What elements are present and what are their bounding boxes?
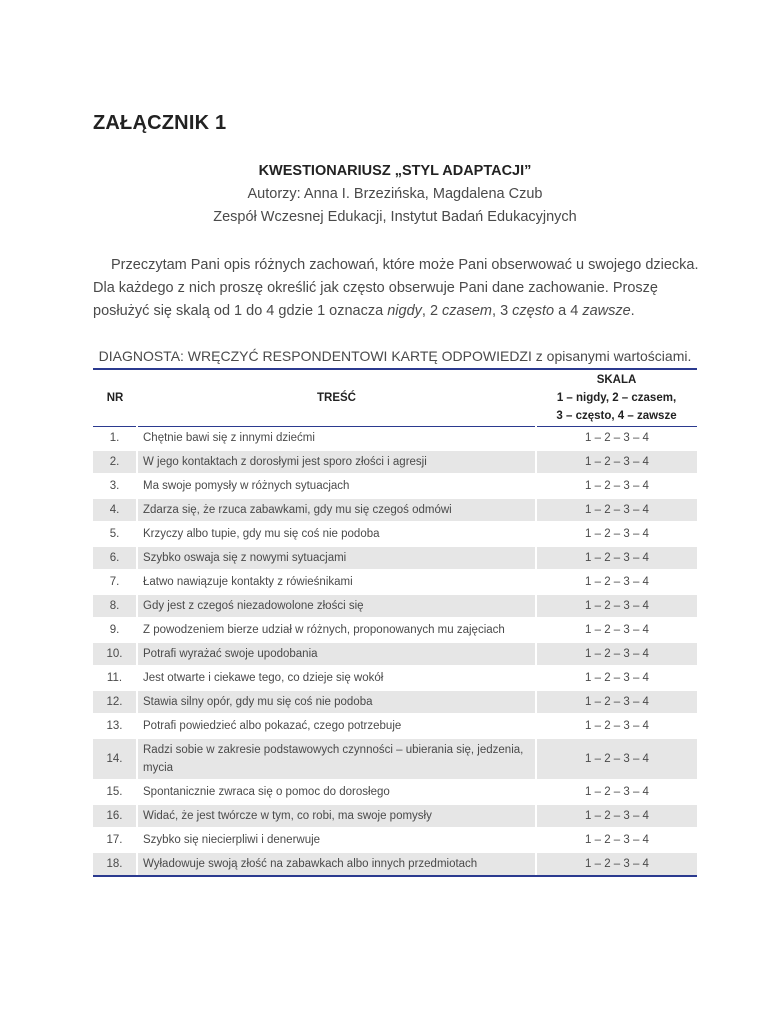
diagnosis-note-rest: z opisanymi wartościami. [531,348,692,364]
row-number: 10. [93,642,137,666]
table-row [93,666,697,690]
row-scale: 1 – 2 – 3 – 4 [536,852,697,876]
row-number: 12. [93,690,137,714]
row-number: 17. [93,828,137,852]
row-item-text: Potrafi powiedzieć albo pokazać, czego potrzebuje [137,714,536,738]
row-item-text: Radzi sobie w zakresie podstawowych czynności – ubierania się, jedzenia, mycia [137,738,536,780]
row-scale: 1 – 2 – 3 – 4 [536,570,697,594]
column-header-content: TREŚĆ [137,369,536,427]
row-item-text: Jest otwarte i ciekawe tego, co dzieje się wokół [137,666,536,690]
row-item-text: Łatwo nawiązuje kontakty z rówieśnikami [137,570,536,594]
table-row [93,522,697,546]
table-row [93,738,697,780]
row-item-text: Widać, że jest twórcze w tym, co robi, ma swoje pomysły [137,804,536,828]
row-number: 7. [93,570,137,594]
instructions-text: . [630,303,635,319]
row-number: 8. [93,594,137,618]
row-scale: 1 – 2 – 3 – 4 [536,450,697,474]
row-scale: 1 – 2 – 3 – 4 [536,522,697,546]
row-scale: 1 – 2 – 3 – 4 [536,642,697,666]
row-number: 9. [93,618,137,642]
row-item-text: Gdy jest z czegoś niezadowolone złości się [137,594,536,618]
row-scale: 1 – 2 – 3 – 4 [536,690,697,714]
scale-word-sometimes: czasem [442,303,493,319]
row-number: 6. [93,546,137,570]
instructions-text: a 4 [554,303,583,319]
row-item-text: Chętnie bawi się z innymi dziećmi [137,427,536,451]
row-number: 3. [93,474,137,498]
table-row [93,427,697,451]
row-number: 15. [93,780,137,804]
table-row [93,594,697,618]
scale-word-often: często [512,303,555,319]
row-number: 13. [93,714,137,738]
row-number: 16. [93,804,137,828]
row-scale: 1 – 2 – 3 – 4 [536,804,697,828]
row-number: 18. [93,852,137,876]
row-scale: 1 – 2 – 3 – 4 [536,546,697,570]
questionnaire-title: KWESTIONARIUSZ „STYL ADAPTACJI” [258,163,532,179]
row-item-text: Szybko się niecierpliwi i denerwuje [137,828,536,852]
table-row [93,804,697,828]
table-row [93,618,697,642]
scale-word-always: zawsze [582,303,631,319]
row-scale: 1 – 2 – 3 – 4 [536,738,697,780]
row-number: 2. [93,450,137,474]
row-scale: 1 – 2 – 3 – 4 [536,780,697,804]
row-scale: 1 – 2 – 3 – 4 [536,828,697,852]
table-row [93,642,697,666]
row-item-text: Spontanicznie zwraca się o pomoc do dorosłego [137,780,536,804]
table-row [93,714,697,738]
scale-header-title: SKALA [596,374,637,386]
row-number: 4. [93,498,137,522]
diagnosis-note [93,346,697,366]
questionnaire-table [93,368,697,877]
row-scale: 1 – 2 – 3 – 4 [536,498,697,522]
row-scale: 1 – 2 – 3 – 4 [536,427,697,451]
row-number: 1. [93,427,137,451]
row-item-text: Zdarza się, że rzuca zabawkami, gdy mu się czegoś odmówi [137,498,536,522]
instructions-text: , 2 [421,303,443,319]
row-scale: 1 – 2 – 3 – 4 [536,474,697,498]
table-row [93,828,697,852]
row-scale: 1 – 2 – 3 – 4 [536,666,697,690]
instructions-paragraph [93,254,699,323]
instructions-text: Przeczytam Pani opis różnych zachowań, które może Pani obserwować u swojego dziecka. Dla każdego z nich proszę określić jak często obserwuje Pani dane zachowanie. Proszę posłużyć się skalą od 1 do 4 gdzie 1 oznacza [93,257,699,319]
row-item-text: Ma swoje pomysły w różnych sytuacjach [137,474,536,498]
diagnosis-note-caps: DIAGNOSTA: WRĘCZYĆ RESPONDENTOWI KARTĘ ODPOWIEDZI [98,348,532,364]
table-row [93,570,697,594]
row-scale: 1 – 2 – 3 – 4 [536,714,697,738]
table-row [93,546,697,570]
row-item-text: Wyładowuje swoją złość na zabawkach albo innych przedmiotach [137,852,536,876]
questionnaire-institution: Zespół Wczesnej Edukacji, Instytut Badań Edukacyjnych [213,209,577,225]
table-row [93,474,697,498]
row-item-text: Potrafi wyrażać swoje upodobania [137,642,536,666]
scale-word-never: nigdy [387,303,422,319]
column-header-scale [536,369,697,427]
table-row [93,780,697,804]
questionnaire-authors: Autorzy: Anna I. Brzezińska, Magdalena Czub [247,186,543,202]
row-item-text: Krzyczy albo tupie, gdy mu się coś nie podoba [137,522,536,546]
table-header [93,369,697,427]
column-header-nr: NR [93,369,137,427]
row-item-text: W jego kontaktach z dorosłymi jest sporo złości i agresji [137,450,536,474]
appendix-title: ZAŁĄCZNIK 1 [93,112,227,134]
table-row [93,498,697,522]
row-scale: 1 – 2 – 3 – 4 [536,618,697,642]
table-row [93,690,697,714]
table-header-row [93,369,697,427]
row-scale: 1 – 2 – 3 – 4 [536,594,697,618]
table-body [93,427,697,877]
questionnaire-header [93,160,697,229]
scale-header-line1: 1 – nigdy, 2 – czasem, [556,392,677,404]
table-row [93,852,697,876]
row-number: 11. [93,666,137,690]
row-item-text: Szybko oswaja się z nowymi sytuacjami [137,546,536,570]
instructions-text: , 3 [492,303,513,319]
row-item-text: Stawia silny opór, gdy mu się coś nie podoba [137,690,536,714]
scale-header-line2: 3 – często, 4 – zawsze [556,410,677,422]
row-number: 14. [93,738,137,780]
table-row [93,450,697,474]
row-item-text: Z powodzeniem bierze udział w różnych, proponowanych mu zajęciach [137,618,536,642]
row-number: 5. [93,522,137,546]
